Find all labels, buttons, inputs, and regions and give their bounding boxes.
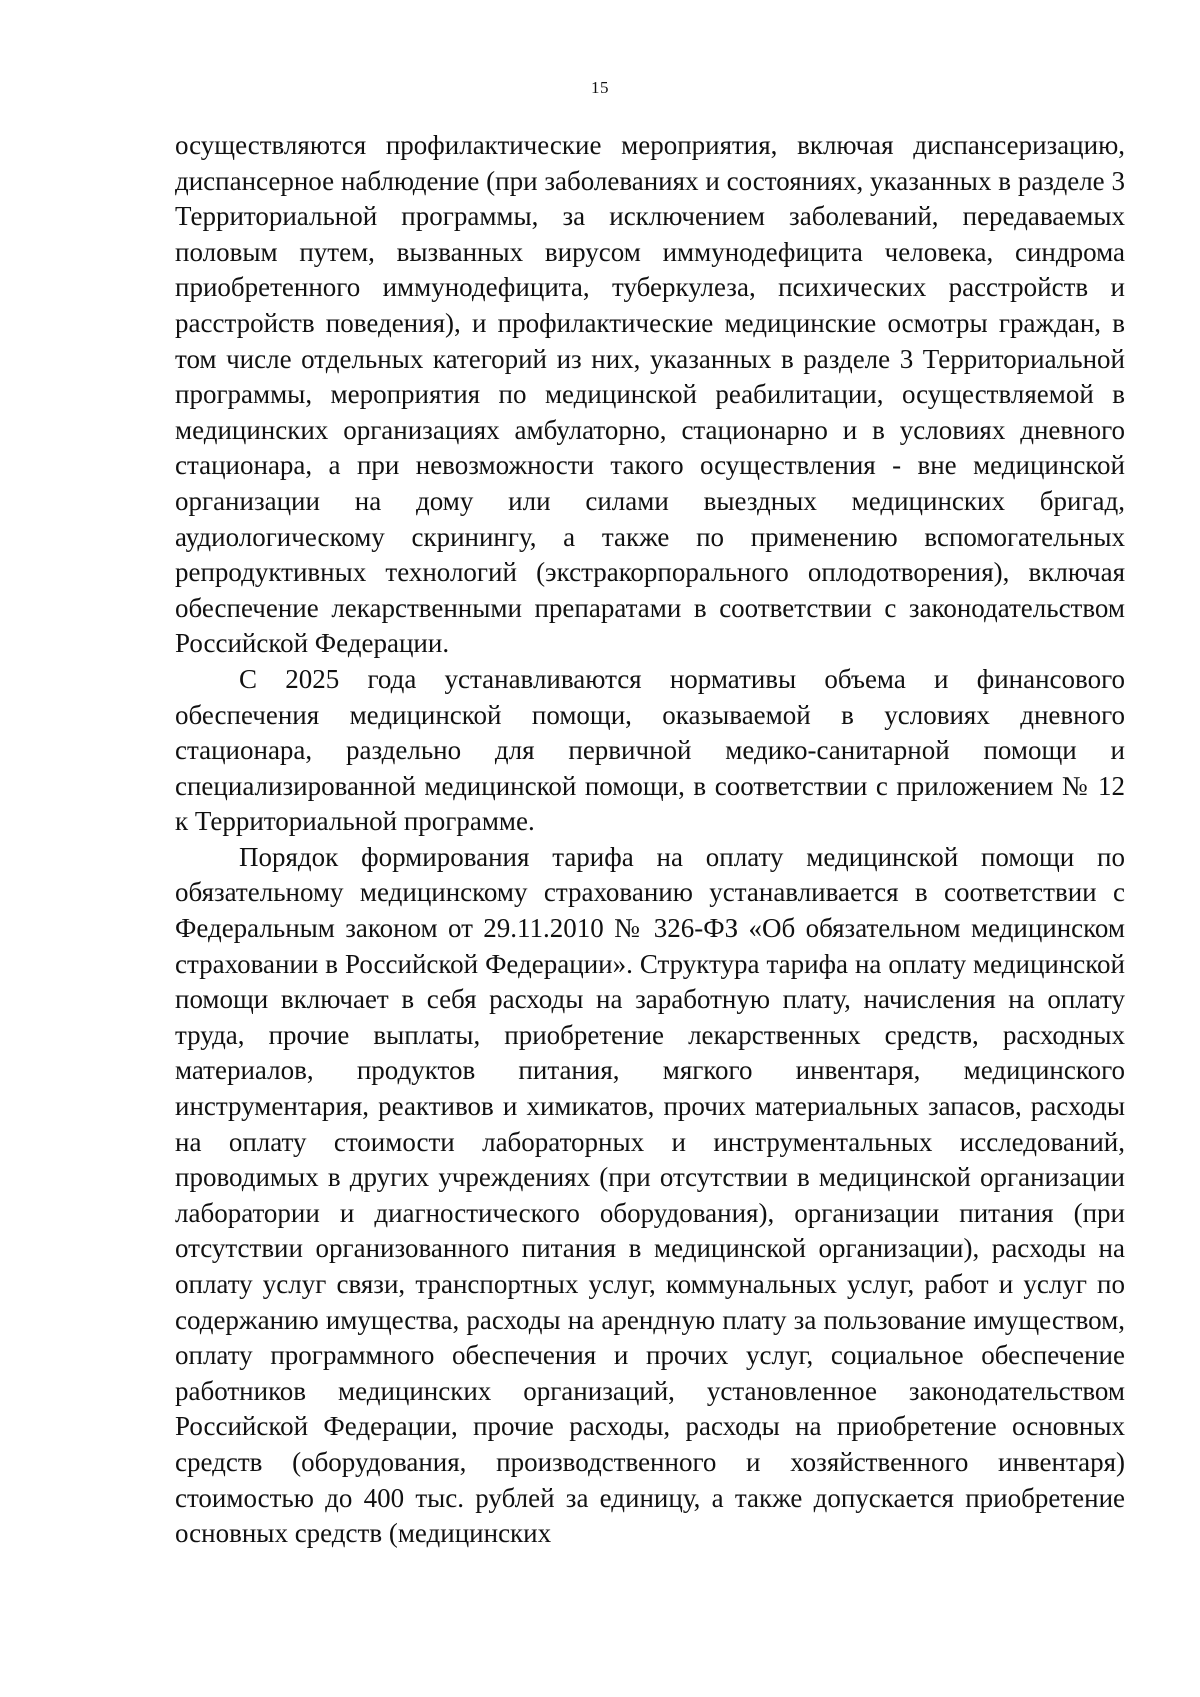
paragraph-day-hospital-norms: С 2025 года устанавливаются нормативы объема и финансового обеспечения медицинской помощи, оказываемой в условиях дневного стационара, раздельно для первичной медико-санитарной помощи и специализированной медицинской помощи, в соответствии с приложением № 12 к Территориальной программе. <box>175 663 1125 837</box>
body-text <box>175 128 1125 1552</box>
paragraph-tariff-structure: Порядок формирования тарифа на оплату медицинской помощи по обязательному медицинскому страхованию устанавливается в соответствии с Федеральным законом от 29.11.2010 № 326-ФЗ «Об обязательном медицинском страховании в Российской Федерации». Структура тарифа на оплату медицинской помощи включает в себя расходы на заработную плату, начисления на оплату труда, прочие выплаты, приобретение лекарственных средств, расходных материалов, продуктов питания, мягкого инвентаря, медицинского инструментария, реактивов и химикатов, прочих материальных запасов, расходы на оплату стоимости лабораторных и инструментальных исследований, проводимых в других учреждениях (при отсутствии в медицинской организации лаборатории и диагностического оборудования), организации питания (при отсутствии организованного питания в медицинской организации), расходы на оплату услуг связи, транспортных услуг, коммунальных услуг, работ и услуг по содержанию имущества, расходы на арендную плату за пользование имуществом, оплату программного обеспечения и прочих услуг, социальное обеспечение работников медицинских организаций, установленное законодательством Российской Федерации, прочие расходы, расходы на приобретение основных средств (оборудования, производственного и хозяйственного инвентаря) стоимостью до 400 тыс. рублей за единицу, а также допускается приобретение основных средств (медицинских <box>175 841 1125 1549</box>
page-number: 15 <box>591 78 609 97</box>
paragraph-continuation: осуществляются профилактические мероприятия, включая диспансеризацию, диспансерное наблюдение (при заболеваниях и состояниях, указанных в разделе 3 Территориальной программы, за исключением заболеваний, передаваемых половым путем, вызванных вирусом иммунодефицита человека, синдрома приобретенного иммунодефицита, туберкулеза, психических расстройств и расстройств поведения), и профилактические медицинские осмотры граждан, в том числе отдельных категорий из них, указанных в разделе 3 Территориальной программы, мероприятия по медицинской реабилитации, осуществляемой в медицинских организациях амбулаторно, стационарно и в условиях дневного стационара, а при невозможности такого осуществления - вне медицинской организации на дому или силами выездных медицинских бригад, аудиологическому скринингу, а также по применению вспомогательных репродуктивных технологий (экстракорпорального оплодотворения), включая обеспечение лекарственными препаратами в соответствии с законодательством Российской Федерации. <box>175 130 1125 659</box>
